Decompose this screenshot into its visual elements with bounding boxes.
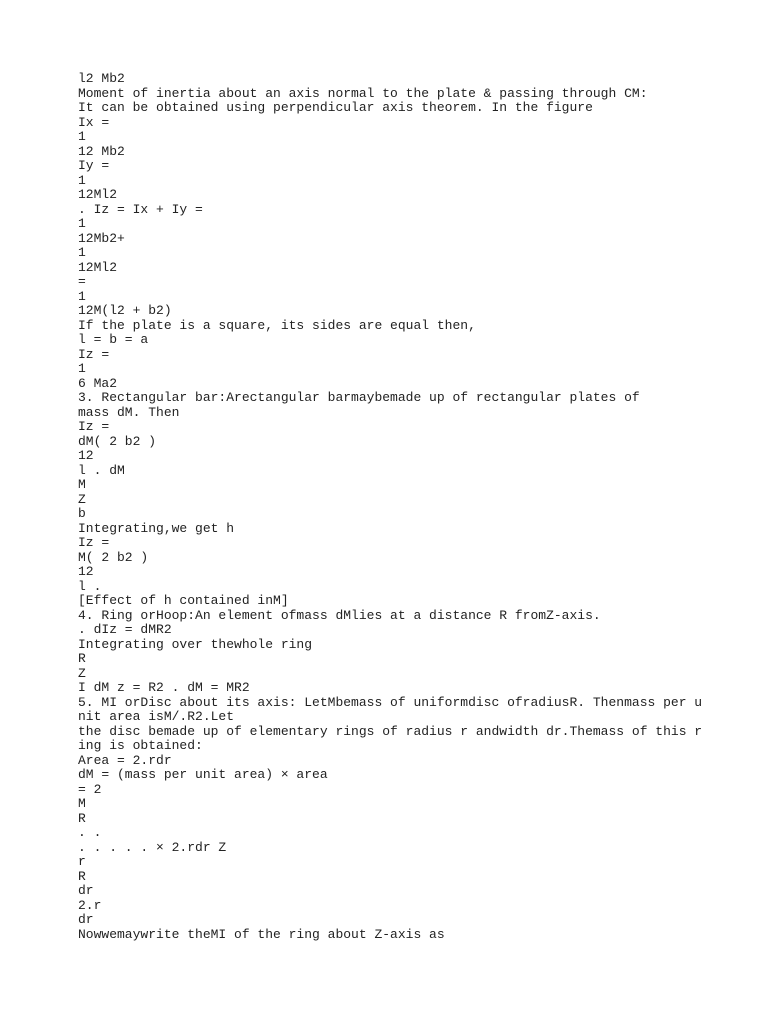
text-line: Z	[78, 665, 86, 681]
text-line: 12 Mb2	[78, 143, 125, 159]
text-line: Moment of inertia about an axis normal to the plate & passing through CM:	[78, 85, 648, 101]
text-line: R	[78, 651, 86, 666]
text-line: 12M(l2 + b2)	[78, 303, 172, 318]
text-line: the disc bemade up of elementary rings of radius r andwidth dr.Themass of this r	[78, 723, 703, 739]
text-line: r	[78, 854, 86, 869]
text-line: R	[78, 810, 86, 826]
text-line: dr	[78, 912, 94, 927]
text-line: It can be obtained using perpendicular axis theorem. In the figure	[78, 100, 593, 115]
text-line: l .	[78, 578, 102, 594]
text-line: Integrating over thewhole ring	[78, 636, 313, 652]
document-text-block	[78, 72, 718, 942]
text-line: mass dM. Then	[78, 404, 180, 420]
text-line: If the plate is a square, its sides are equal then,	[78, 317, 476, 333]
text-line: dM = (mass per unit area) × area	[78, 767, 328, 782]
text-line: dM( 2 b2 )	[78, 433, 157, 449]
text-line: 1	[78, 361, 86, 376]
text-line: I dM z = R2 . dM = MR2	[78, 680, 250, 695]
text-line: Z	[78, 491, 86, 507]
text-line: M	[78, 796, 86, 811]
text-line: 1	[78, 288, 86, 304]
text-line: R	[78, 868, 86, 884]
text-line: 1	[78, 129, 86, 144]
text-line: [Effect of h contained inM]	[78, 593, 289, 608]
text-line: 1	[78, 245, 86, 260]
text-line: dr	[78, 883, 94, 898]
text-line: 1	[78, 216, 86, 231]
text-line: 12Ml2	[78, 259, 118, 275]
text-line: M( 2 b2 )	[78, 549, 149, 565]
text-line: 1	[78, 172, 86, 188]
text-line: 4. Ring orHoop:An element ofmass dMlies at a distance R fromZ-axis.	[78, 607, 601, 623]
text-line: Nowwemaywrite theMI of the ring about Z-axis as	[78, 926, 445, 942]
text-line: l2 Mb2	[78, 71, 125, 86]
text-line: 6 Ma2	[78, 375, 118, 391]
text-line: Iz =	[78, 535, 110, 550]
text-line: 2.r	[78, 897, 102, 913]
text-line: l = b = a	[78, 332, 149, 347]
text-line: . dIz = dMR2	[78, 622, 172, 637]
text-line: . . . . . × 2.rdr Z	[78, 839, 227, 855]
text-line: Integrating,we get h	[78, 520, 235, 536]
text-line: Iz =	[78, 419, 110, 434]
text-line: . Iz = Ix + Iy =	[78, 201, 203, 217]
text-line: 3. Rectangular bar:Arectangular barmaybemade up of rectangular plates of	[78, 390, 640, 405]
text-line: = 2	[78, 781, 102, 797]
text-line: M	[78, 477, 86, 492]
text-line: Area = 2.rdr	[78, 752, 172, 768]
text-line: 12	[78, 564, 94, 579]
text-line: Iz =	[78, 346, 110, 362]
text-line: 5. MI orDisc about its axis: LetMbemass of uniformdisc ofradiusR. Thenmass per u	[78, 694, 703, 710]
text-line: =	[78, 274, 86, 289]
text-line: 12Mb2+	[78, 230, 125, 246]
text-line: Iy =	[78, 158, 110, 173]
text-line: l . dM	[78, 462, 125, 478]
text-line: 12Ml2	[78, 187, 118, 202]
text-line: . .	[78, 825, 102, 840]
text-line: Ix =	[78, 114, 110, 130]
text-line: 12	[78, 448, 94, 463]
text-line: ing is obtained:	[78, 738, 203, 753]
text-line: b	[78, 506, 86, 521]
text-line: nit area isM/.R2.Let	[78, 709, 235, 724]
